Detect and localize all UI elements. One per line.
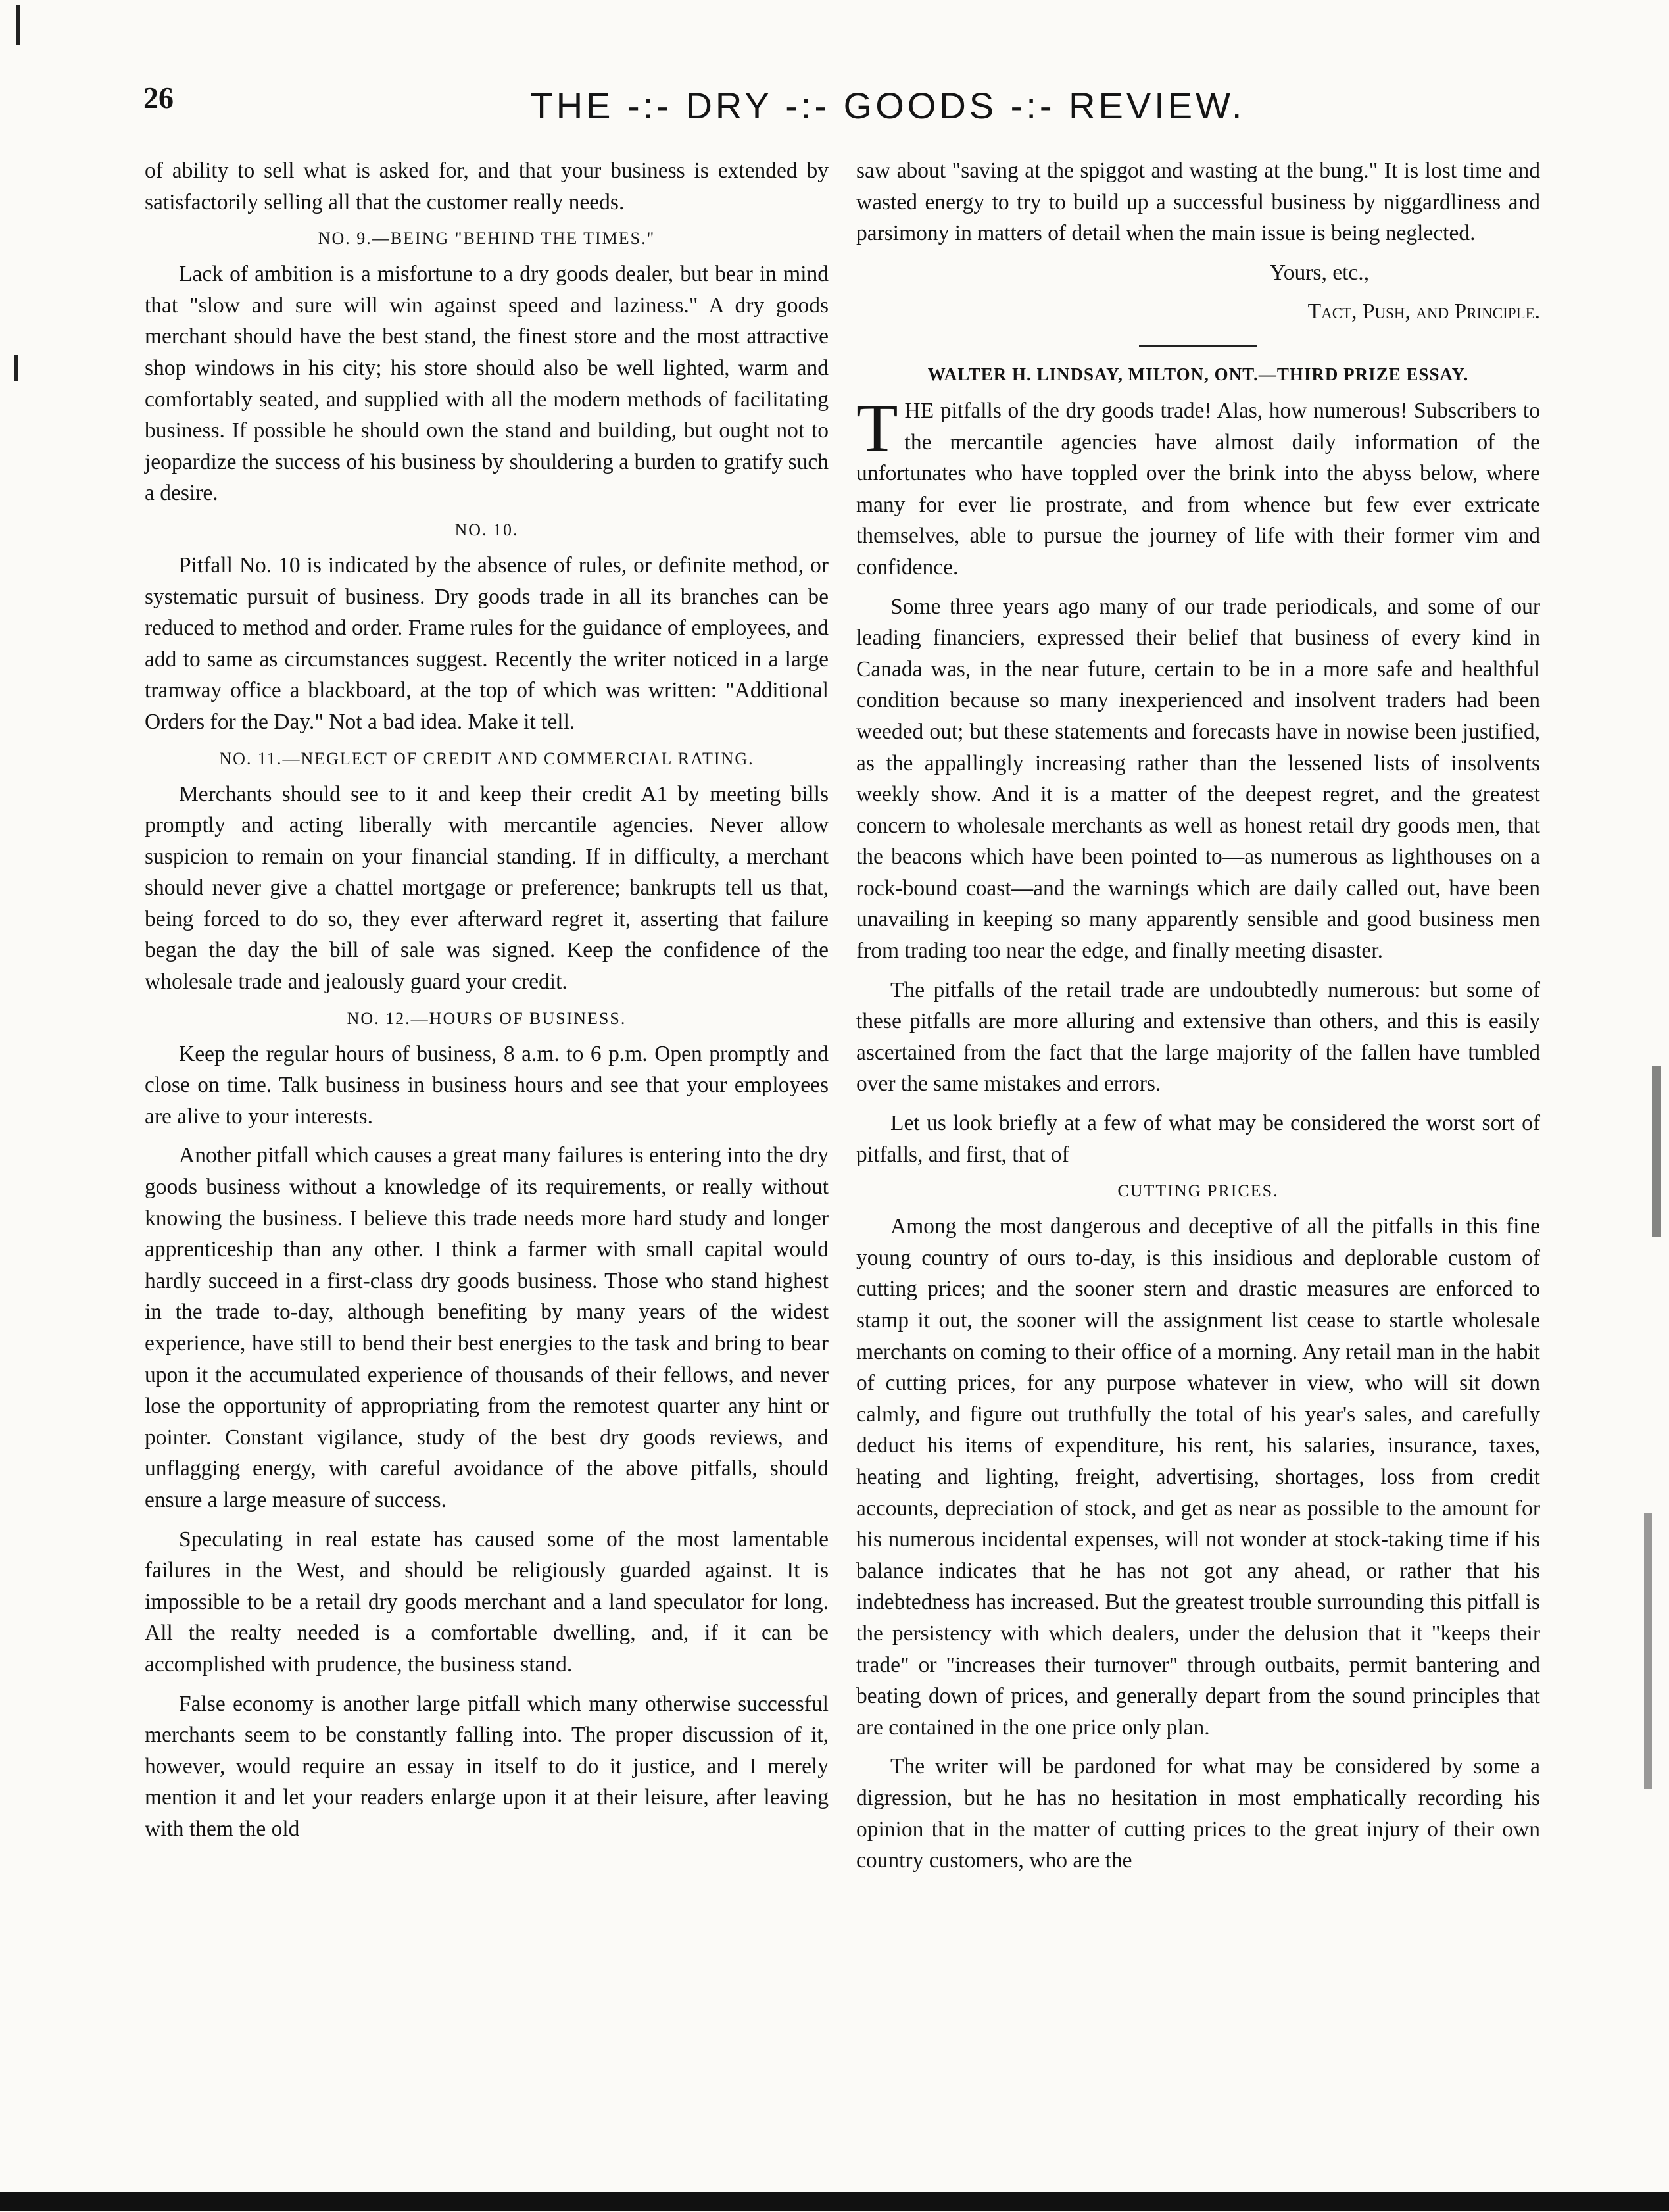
paragraph: Let us look briefly at a few of what may be considered the worst sort of pitfalls, and first, that of: [856, 1111, 1540, 1167]
paragraph: of ability to sell what is asked for, and that your business is extended by satisfactorily selling all that the customer really needs.: [145, 159, 829, 214]
paragraph: Some three years ago many of our trade periodicals, and some of our leading financiers, expressed their belief that business of every kind in Canada was, in the near future, certain to be in a more safe and healthful condition because so many inexperienced and insolvent traders had been weeded out; but these statements and forecasts have in nowise been justified, as the appallingly increasing rather than the lessened lists of insolvents weekly show. And it is a matter of the deepest regret, and the greatest concern to wholesale merchants as well as honest retail dry goods men, that the beacons which have been pointed to—as numerous as lighthouses on a rock-bound coast—and the warnings which are daily called out, have been unavailing in keeping so many apparently sensible and good business men from trading too near the edge, and finally meeting disaster.: [856, 594, 1540, 964]
paragraph: Pitfall No. 10 is indicated by the absence of rules, or definite method, or systematic pursuit of business. Dry goods trade in all its branches can be reduced to method and order. Frame rules for the guidance of employees, and add to same as circumstances suggest. Recently the writer noticed in a large tramway office a blackboard, at the top of which was written: "Additional Orders for the Day." Not a bad idea. Make it tell.: [145, 553, 829, 734]
paragraph: [856, 389, 1540, 583]
paragraph: saw about "saving at the spiggot and wasting at the bung." It is lost time and wasted energy to try to build up a successful business by niggardliness and parsimony in matters of detail when the main issue is being neglected.: [856, 159, 1540, 246]
right-column: [856, 155, 1540, 1884]
signature-text: Tact, Push, and Principle.: [1307, 299, 1540, 324]
paragraph: False economy is another large pitfall which many otherwise successful merchants seem to be constantly falling into. The proper discussion of it, however, would require an essay in itself to do it justice, and I merely mention it and let your readers enlarge upon it at their leisure, after leaving with them the old: [145, 1691, 829, 1841]
paragraph: The pitfalls of the retail trade are undoubtedly numerous: but some of these pitfalls are more alluring and extensive than others, and this is easily ascertained from the fact that the large majority of the fallen have tumbled over the same mistakes and errors.: [856, 977, 1540, 1096]
essay-heading: WALTER H. LINDSAY, MILTON, ONT.—THIRD PRIZE ESSAY.: [927, 364, 1469, 384]
scan-speck: [1644, 1513, 1652, 1789]
paragraph: Lack of ambition is a misfortune to a dry goods dealer, but bear in mind that "slow and sure will win against speed and laziness." A dry goods merchant should have the best stand, the finest store and the most attractive shop windows in his city; his store should also be well lighted, warm and comfortably seated, and supplied with all the modern methods of facilitating business. If possible he should own the stand and building, but ought not to jeopardize the success of his business by shouldering a burden to gratify such a desire.: [145, 262, 829, 506]
letter-closing: Yours, etc.,: [1269, 260, 1369, 285]
paragraph: Among the most dangerous and deceptive of all the pitfalls in this fine young country of ours to-day, is this insidious and deplorable custom of cutting prices; and the sooner stern and drastic measures are enforced to stamp it out, the sooner will the assignment list cease to startle wholesale merchants on coming to their office of a morning. Any retail man in the habit of cutting prices, for any purpose whatever in view, who will sit down calmly, and figure out truthfully the total of his year's sales, and carefully deduct his items of expenditure, his rent, his salaries, insurance, taxes, heating and lighting, freight, advertising, shortages, loss from credit accounts, depreciation of stock, and get as near as possible to the amount for his numerous incidental expenses, will not wonder at stock-taking time if his balance indicates that he has not got any ahead, or rather that his indebtedness has increased. But the greatest trouble surrounding this pitfall is the persistency with which dealers, under the delusion that it "keeps their trade" or "increases their turnover" through outbaits, permit bantering and beating down of prices, and generally depart from the sound principles that are contained in the one price only plan.: [856, 1214, 1540, 1740]
scan-edge: [0, 2192, 1669, 2211]
scan-speck: [1652, 1066, 1661, 1237]
running-head: THE -:- DRY -:- GOODS -:- REVIEW.: [530, 85, 1246, 126]
drop-cap: T: [856, 389, 898, 466]
letter-signature: [856, 296, 1540, 328]
paragraph: Merchants should see to it and keep their credit A1 by meeting bills promptly and acting liberally with mercantile agencies. Never allow suspicion to remain on your financial standing. If in difficulty, a merchant should never give a chattel mortgage or preference; bankrupts tell us that, being forced to do so, they ever afterward regret it, asserting that failure began the day the bill of sale was signed. Keep the confidence of the wholesale trade and jealously guard your credit.: [145, 781, 829, 995]
section-heading: CUTTING PRICES.: [1117, 1181, 1279, 1201]
section-divider: [1139, 345, 1257, 347]
paragraph: Speculating in real estate has caused some of the most lamentable failures in the West, and should be religiously guarded against. It is impossible to be a retail dry goods merchant and a land speculator for long. All the realty needed is a comfortable dwelling, and, if it can be accomplished with prudence, the business stand.: [145, 1527, 829, 1677]
paragraph: Another pitfall which causes a great many failures is entering into the dry goods business without a knowledge of its requirements, or really without knowing the business. I believe this trade needs more hard study and longer apprenticeship than any other. I think a farmer with small capital would hardly succeed in a first-class dry goods business. Those who stand highest in the trade to-day, although benefiting by many years of the widest experience, have still to bend their best energies to the task and bring to bear upon it the accumulated experience of thousands of their fellows, and never lose the opportunity of appropriating from the remotest quarter any hint or pointer. Constant vigilance, study of the best dry goods reviews, and unflagging energy, with careful avoidance of the above pitfalls, should ensure a large measure of success.: [145, 1143, 829, 1512]
section-heading: NO. 9.—BEING "BEHIND THE TIMES.": [318, 229, 656, 249]
paragraph: The writer will be pardoned for what may be considered by some a digression, but he has no hesitation in most emphatically recording his opinion that in the matter of cutting prices to the great injury of their own country customers, who are the: [856, 1754, 1540, 1873]
scan-speck: [16, 5, 20, 45]
paragraph: Keep the regular hours of business, 8 a.m. to 6 p.m. Open promptly and close on time. Talk business in business hours and see that your employees are alive to your interests.: [145, 1041, 829, 1129]
section-heading: NO. 12.—HOURS OF BUSINESS.: [347, 1008, 627, 1028]
paragraph-text: HE pitfalls of the dry goods trade! Alas, how numerous! Subscribers to the mercantile agencies have almost daily information of the unfortunates who have toppled over the brink into the abyss below, where many for ever lie prostrate, and from whence but few ever extricate themselves, able to pursue the journey of life with their former vim and confidence.: [856, 398, 1540, 579]
scan-speck: [14, 355, 18, 381]
left-column: [145, 155, 829, 1853]
section-heading: NO. 11.—NEGLECT OF CREDIT AND COMMERCIAL RATING.: [219, 749, 754, 768]
section-heading: NO. 10.: [454, 520, 519, 539]
page-number: 26: [143, 81, 174, 114]
